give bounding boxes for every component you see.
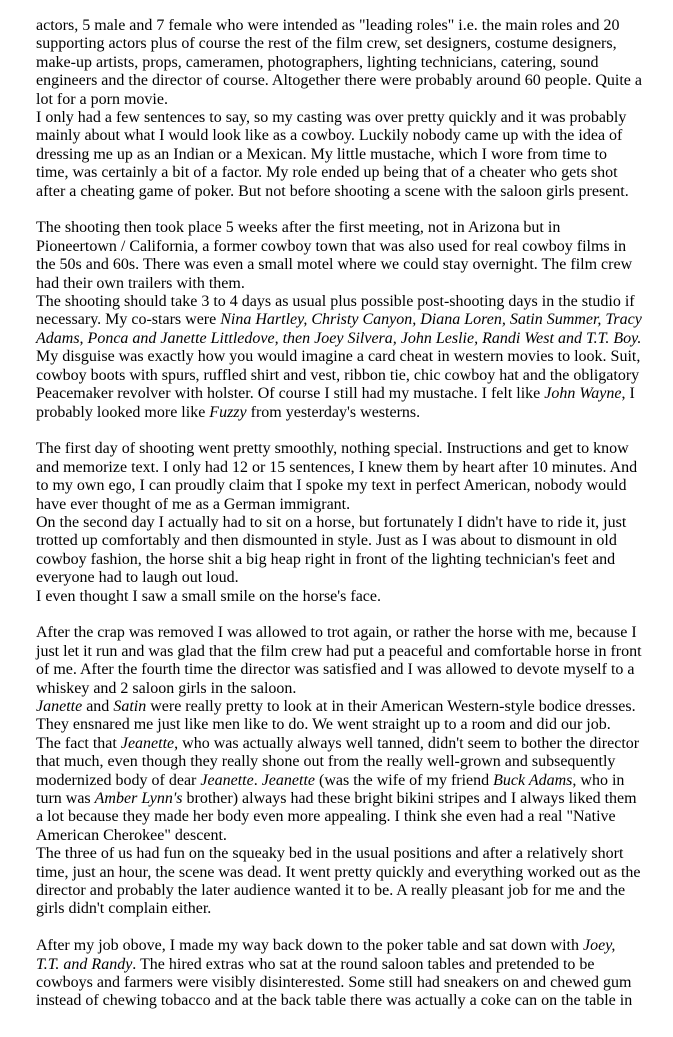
text-run: from yesterday's westerns. — [246, 403, 421, 421]
text-run: The fact that — [36, 734, 121, 752]
italic-text-run: Jeanette — [200, 771, 254, 789]
paragraph — [36, 440, 642, 514]
paragraph — [36, 348, 642, 422]
text-run: . The hired extras who sat at the round saloon tables and pretended to be cowboys and farmers were visibly disinterested. Some still had sneakers on and chewed gum instead of chewing tobacco and at the back table there was actually a coke can on the table in — [36, 955, 633, 1010]
italic-text-run: Buck Adams — [493, 771, 573, 789]
text-run: actors, 5 male and 7 female who were intended as "leading roles" i.e. the main roles and 20 supporting actors plus of course the rest of the film crew, set designers, costume designers, make-up artists, props, cameramen, photographers, lighting technicians, catering, sound engineers and the director of course. Altogether there were probably around 60 people. Quite a lot for a porn movie. — [36, 17, 642, 108]
text-run: were really pretty to look at in their American Western-style bodice dresses. They ensnared me just like men like to do. We went straight up to a room and did our job. — [36, 697, 636, 734]
text-run: The three of us had fun on the squeaky bed in the usual positions and after a relatively short time, just an hour, the scene was dead. It went pretty quickly and everything worked out as the director and probably the later audience wanted it to be. A really pleasant job for me and the girls didn't complain either. — [36, 845, 641, 918]
italic-text-run: Jeanette — [261, 771, 315, 789]
text-run: On the second day I actually had to sit on a horse, but fortunately I didn't have to ride it, just trotted up comfortably and then dismounted in style. Just as I was about to dismount in old cowboy fashion, the horse shit a big heap right in front of the lighting technician's feet and everyone had to laugh out loud. — [36, 513, 627, 587]
italic-text-run: Janette — [36, 697, 83, 715]
paragraph — [36, 845, 642, 919]
italic-text-run: Amber Lynn's — [94, 790, 183, 808]
text-run: , who was actually always well tanned, didn't seem to bother the director that much, even though they really shone out from the really well-grown and subsequently modernized body of dear — [36, 734, 640, 789]
italic-text-run: Satin — [113, 697, 147, 715]
paragraph-gap — [36, 422, 642, 440]
text-run: The shooting then took place 5 weeks after the first meeting, not in Arizona but in Pioneertown / California, a former cowboy town that was also used for real cowboy films in the 50s and 60s. There was even a small motel where we could stay overnight. The film crew had their own trailers with them. — [36, 219, 633, 292]
paragraph-gap — [36, 606, 642, 624]
document-body — [36, 17, 642, 1011]
paragraph — [36, 937, 642, 1011]
paragraph-gap — [36, 201, 642, 219]
text-run: After my job obove, I made my way back down to the poker table and sat down with — [36, 937, 583, 955]
paragraph — [36, 219, 642, 293]
italic-text-run: Nina Hartley, Christy Canyon, Diana Loren, Satin Summer, Tracy Adams, Ponca and Janette Littledove, then Joey Silvera, John Leslie, Randi West and T.T. Boy. — [36, 311, 642, 347]
text-run: (was the wife of my friend — [314, 771, 494, 789]
text-run: . — [253, 771, 262, 789]
italic-text-run: Joey, T.T. and Randy — [36, 937, 616, 973]
text-run: , I probably looked more like — [36, 385, 635, 421]
paragraph — [36, 17, 642, 109]
text-run: I even thought I saw a small smile on the horse's face. — [36, 587, 382, 605]
text-run: After the crap was removed I was allowed to trot again, or rather the horse with me, because I just let it run and was glad that the film crew had put a peaceful and comfortable horse in front of me. After the fourth time the director was satisfied and I was allowed to devote myself to a whiskey and 2 saloon girls in the saloon. — [36, 624, 642, 697]
text-run: I only had a few sentences to say, so my casting was over pretty quickly and it was probably mainly about what I would look like as a cowboy. Luckily nobody came up with the idea of dressing me up as an Indian or a Mexican. My little mustache, which I wore from time to time, was certainly a bit of a factor. My role ended up being that of a cheater who gets shot after a cheating game of poker. But not before shooting a scene with the saloon girls present. — [36, 109, 629, 200]
text-run: The first day of shooting went pretty smoothly, nothing special. Instructions and get to know and memorize text. I only had 12 or 15 sentences, I knew them by heart after 10 minutes. And to my own ego, I can proudly claim that I spoke my text in perfect American, nobody would have ever thought of me as a German immigrant. — [36, 440, 638, 513]
paragraph-gap — [36, 919, 642, 937]
paragraph — [36, 293, 642, 348]
italic-text-run: John Wayne — [544, 385, 622, 403]
text-run: The shooting should take 3 to 4 days as usual plus possible post-shooting days in the studio if necessary. My co-stars were — [36, 293, 635, 329]
italic-text-run: Fuzzy — [209, 403, 247, 421]
text-run: and — [82, 697, 114, 715]
paragraph — [36, 624, 642, 698]
text-run: brother) always had these bright bikini stripes and I always liked them a lot because they made her body even more appealing. I think she even had a real "Native American Cherokee" descent. — [36, 790, 637, 844]
paragraph — [36, 735, 642, 845]
text-run: My disguise was exactly how you would imagine a card cheat in western movies to look. Suit, cowboy boots with spurs, ruffled shirt and vest, ribbon tie, chic cowboy hat and the obligatory Peacemaker revolver with holster. Of course I still had my mustache. I felt like — [36, 348, 641, 403]
paragraph — [36, 588, 642, 606]
italic-text-run: Jeanette — [120, 734, 175, 752]
paragraph — [36, 109, 642, 201]
text-run: , who in turn was — [36, 771, 625, 808]
paragraph — [36, 698, 642, 735]
paragraph — [36, 514, 642, 588]
